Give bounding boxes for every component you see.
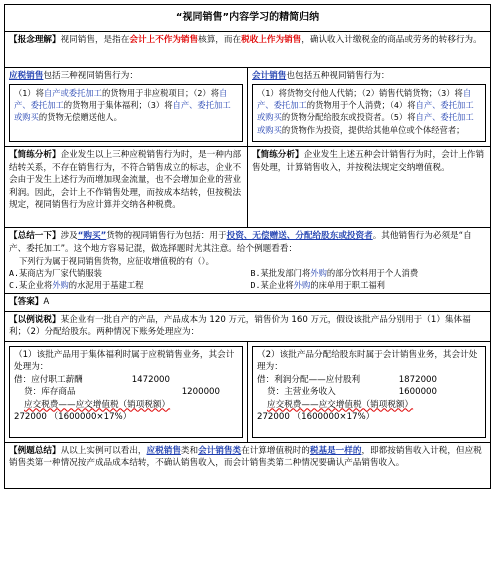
conclusion-section: 【例题总结】从以上实例可以看出，应税销售类和会计销售类在计算增值税时的税基是一样的，即都按销售收入计税，但应税销售类第一种情况按产成品成本结转，不确认销售收入，而会计销售类第二种情况要确认产品销售收入。 [5, 442, 490, 488]
example-entries [5, 341, 490, 442]
option-b: B.某批发部门将外购的部分饮料用于个人消费 [250, 268, 419, 279]
summary-text: 【总结一下】涉及“购买”货物的视同销售行为包括：用于投资、无偿赠送、分配给股东或投资者。其他销售行为必须是“自产、委托加工”。这个地方容易记混，做选择题时尤其注意。给个例题看看： [9, 231, 472, 254]
answer-section: 【答案】A [5, 293, 490, 310]
option-d: D.某企业将外购的床单用于职工福利 [250, 280, 385, 291]
vat-analysis: 【简练分析】企业发生以上三种应税销售行为时，是一种内部结转关系，不存在销售行为，不符合销售成立的标志，企业不会由于发生上述行为而增加现金流量，也不会增加企业的营业利润。因此，会计上不作销售处理，而按成本结转，但按税法规定，视同销售行为应计算并交纳各种税费。 [9, 150, 242, 211]
comparison-section [5, 67, 490, 146]
example-right: （2）该批产品分配给股东时属于会计销售业务，其会计处理为： 借：利润分配——应付股利 1872000 贷：主营业务收入 1600000 应交税费——应交增值税（销项税额） 272000 （1600000×17%） [247, 342, 490, 442]
summary-table [4, 4, 491, 489]
vat-sales-column [5, 68, 247, 146]
acct-header: 会计销售也包括五种视同销售行为： [252, 71, 390, 81]
acct-items-box: （1）将货物交付他人代销；（2）销售代销货物；（3）将自产、委托加工的货物用于个人消费；（4）将自产、委托加工或购买的货物分配给股东或投资者。（5）将自产、委托加工或购买的货物作为投资，提供给其他单位或个体经营者； [252, 84, 486, 142]
summary-question: 下列行为属于视同销售货物，应征收增值税的有（）。 [19, 256, 214, 267]
acct-analysis: 【简练分析】企业发生上述五种会计销售行为时，会计上作销售处理，计算销售收入，并按税法规定交纳增值税。 [247, 147, 490, 227]
example-left: （1）该批产品用于集体福利时属于应税销售业务，其会计处理为： 借：应付职工薪酬 1472000 贷：库存商品 1200000 应交税费——应交增值税（销项税额） 272000 （1600000×17%） [5, 342, 247, 442]
example-intro: 【以例说税】某企业有一批自产的产品，产品成本为 120 万元，销售价为 160 万元，假设该批产品分别用于（1）集体福利；（2）分配给股东。两种情况下账务处理应为： [5, 311, 490, 341]
concept-tag: 【报念理解】 [9, 35, 61, 45]
option-a: A.某商店为厂家代销服装 [9, 268, 102, 279]
concept-section: 【报念理解】视同销售，是指在会计上不作为销售核算，而在税收上作为销售，确认收入计缴税金的商品或劳务的转移行为。 [5, 31, 490, 67]
vat-items-box: （1）将自产或委托加工的货物用于非应税项目；（2）将自产、委托加工的货物用于集体福利；（3）将自产、委托加工或购买的货物无偿赠送他人。 [9, 84, 243, 142]
analysis-section [5, 146, 490, 227]
option-c: C.某企业将外购的水泥用于基建工程 [9, 280, 144, 291]
acct-sales-column [247, 68, 490, 146]
vat-header: 应税销售包括三种视同销售行为： [9, 71, 138, 81]
summary-options [9, 267, 486, 291]
summary-section [5, 227, 490, 293]
page-title: “视同销售”内容学习的精简归纳 [175, 12, 320, 23]
